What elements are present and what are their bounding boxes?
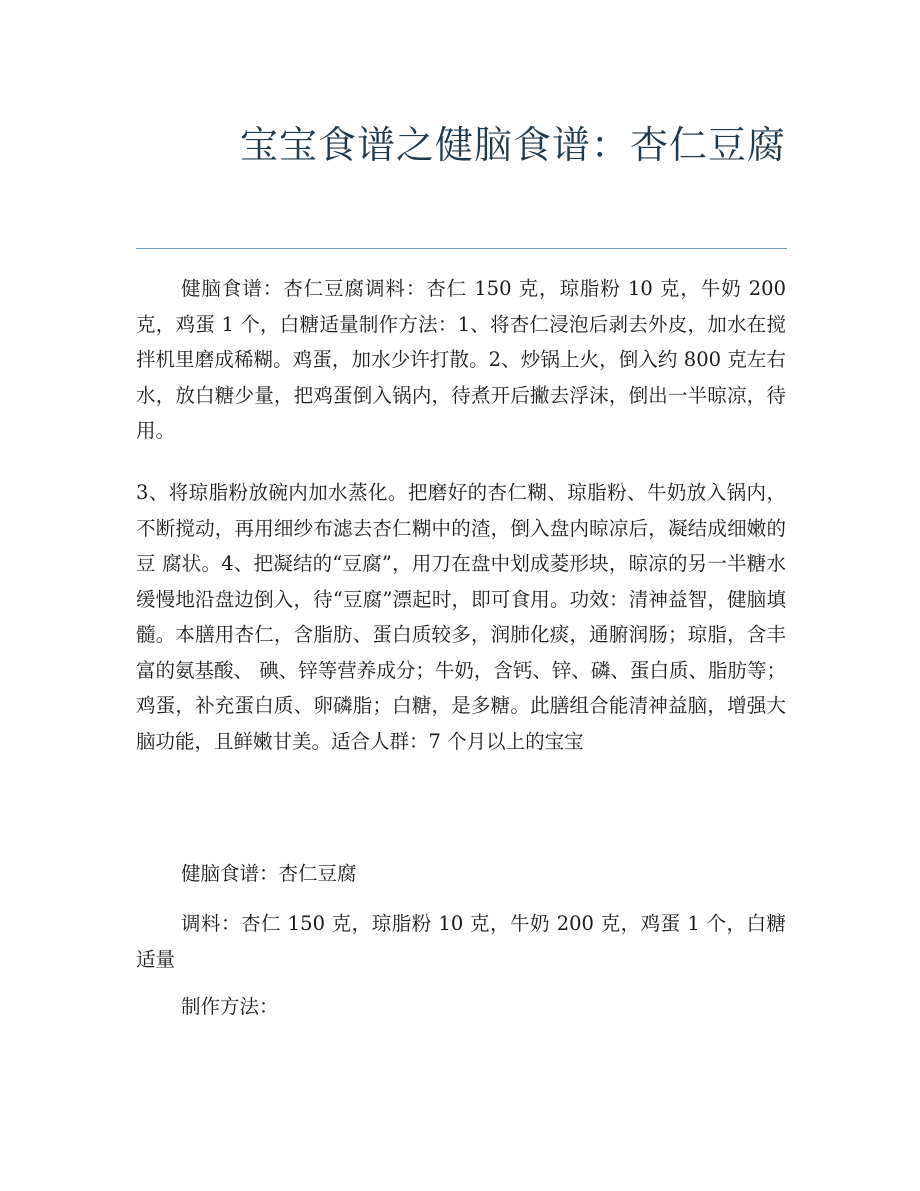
title-divider xyxy=(136,248,787,249)
page-title: 宝宝食谱之健脑食谱：杏仁豆腐 xyxy=(240,123,787,167)
paragraph-recipe-heading: 健脑食谱：杏仁豆腐 xyxy=(181,862,357,885)
paragraph-method-heading: 制作方法： xyxy=(181,995,279,1018)
paragraph-steps-and-benefits: 3、将琼脂粉放碗内加水蒸化。把磨好的杏仁糊、琼脂粉、牛奶放入锅内，不断搅动，再用细纱布滤去杏仁糊中的渣，倒入盘内晾凉后，凝结成细嫩的豆 腐状。4、把凝结的“豆腐”，用刀在盘中划成菱形块，晾凉的另一半糖水缓慢地沿盘边倒入，待“豆腐”漂起时，即可食用。功效：清神益智，健脑填髓。本膳用杏仁，含脂肪、蛋白质较多，润肺化痰，通腑润肠；琼脂，含丰富的氨基酸、 碘、锌等营养成分；牛奶，含钙、锌、磷、蛋白质、脂肪等；鸡蛋，补充蛋白质、卵磷脂；白糖，是多糖。此膳组合能清神益脑，增强大脑功能，且鲜嫩甘美。适合人群：7 个月以上的宝宝 xyxy=(136,481,786,753)
paragraph-recipe-intro: 健脑食谱：杏仁豆腐调料：杏仁 150 克，琼脂粉 10 克，牛奶 200 克，鸡蛋 1 个，白糖适量制作方法：1、将杏仁浸泡后剥去外皮，加水在搅拌机里磨成稀糊。鸡蛋，加水少许打散。2、炒锅上火，倒入约 800 克左右水，放白糖少量，把鸡蛋倒入锅内，待煮开后撇去浮沫，倒出一半晾凉，待用。 xyxy=(136,277,786,442)
paragraph-ingredients: 调料：杏仁 150 克，琼脂粉 10 克，牛奶 200 克，鸡蛋 1 个，白糖适量 xyxy=(136,912,786,971)
